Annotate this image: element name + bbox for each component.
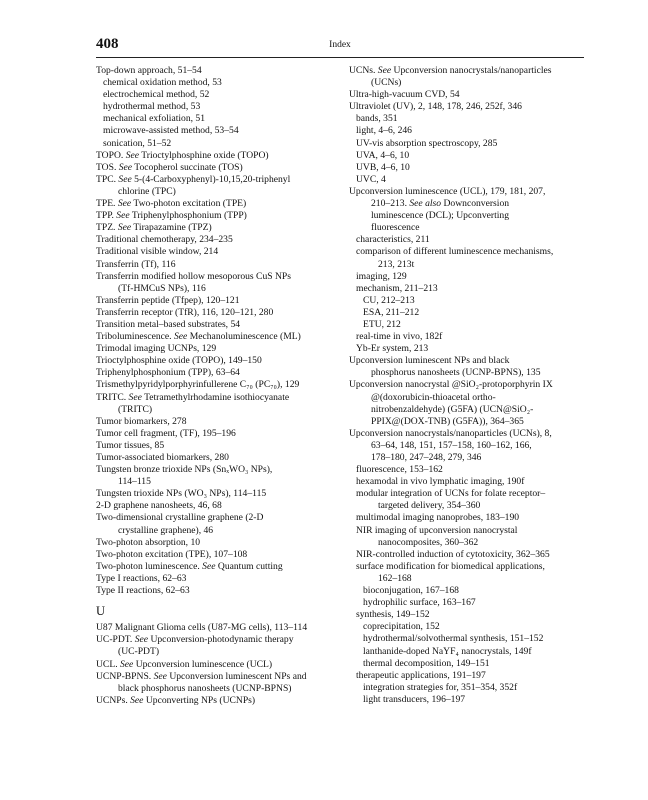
index-entry: TPC. See 5-(4-Carboxyphenyl)-10,15,20-triphenyl	[96, 173, 291, 185]
index-entry: bands, 351	[356, 113, 398, 125]
index-entry-continuation: (Tf-HMCuS NPs), 116	[118, 282, 206, 294]
index-entry: Top-down approach, 51–54	[96, 65, 202, 76]
index-entry: TRITC. See Tetramethylrhodamine isothiocyanate	[96, 391, 290, 403]
index-entry-continuation: targeted delivery, 354–360	[378, 500, 481, 512]
index-entry-continuation: (UC-PDT)	[118, 646, 160, 658]
index-entry: characteristics, 211	[356, 234, 430, 246]
index-entry-continuation: crystalline graphene), 46	[118, 524, 214, 536]
left-column	[96, 65, 332, 707]
index-entry: surface modification for biomedical applications,	[356, 560, 545, 572]
index-entry: Transition metal–based substrates, 54	[96, 318, 241, 330]
index-entry-continuation: 210–213. See also Downconversion	[371, 198, 510, 210]
index-entry: therapeutic applications, 191–197	[356, 669, 486, 681]
index-entry: hexamodal in vivo lymphatic imaging, 190f	[356, 476, 525, 488]
index-entry: UV-vis absorption spectroscopy, 285	[356, 137, 498, 149]
index-entry: synthesis, 149–152	[356, 609, 430, 621]
header-rule	[96, 57, 584, 58]
index-entry: hydrothermal method, 53	[103, 101, 201, 113]
index-entry: Upconversion nanocrystals/nanoparticles (UCNs), 8,	[349, 427, 552, 439]
index-entry: modular integration of UCNs for folate receptor–	[356, 488, 546, 500]
index-entry: UCNPs. See Upconverting NPs (UCNPs)	[96, 694, 256, 706]
index-entry: lanthanide-doped NaYF₄ nanocrystals, 149f	[363, 645, 532, 657]
index-entry: ETU, 212	[363, 318, 401, 330]
index-entry: imaging, 129	[356, 270, 407, 282]
index-entry-continuation: black phosphorus nanosheets (UCNP-BPNS)	[118, 682, 292, 694]
index-entry: Tungsten bronze trioxide NPs (SnₓWO₃ NPs),	[96, 464, 273, 476]
index-entry: TOS. See Tocopherol succinate (TOS)	[96, 161, 243, 173]
index-entry: chemical oxidation method, 53	[103, 77, 222, 89]
index-entry: Upconversion luminescent NPs and black	[349, 355, 510, 367]
index-entry: Tumor cell fragment, (TF), 195–196	[96, 427, 236, 439]
index-entry-continuation: nanocomposites, 360–362	[378, 536, 479, 548]
index-entry: UC-PDT. See Upconversion-photodynamic therapy	[96, 634, 294, 646]
index-entry: UCNP-BPNS. See Upconversion luminescent NPs and	[96, 670, 307, 682]
index-entry: light, 4–6, 246	[356, 125, 412, 137]
page-number: 408	[96, 36, 119, 52]
left-entries-t	[96, 65, 332, 597]
index-entry: sonication, 51–52	[103, 137, 172, 149]
index-entry: 2-D graphene nanosheets, 46, 68	[96, 500, 222, 512]
index-entry: mechanism, 211–213	[356, 282, 438, 294]
index-entry-continuation: 114–115	[118, 476, 151, 488]
index-entry: Two-photon luminescence. See Quantum cutting	[96, 560, 283, 572]
index-entry: Upconversion luminescence (UCL), 179, 181, 207,	[349, 185, 546, 197]
index-entry-continuation: 178–180, 247–248, 279, 346	[371, 452, 482, 463]
index-entry-continuation: (UCNs)	[371, 77, 402, 89]
index-entry-continuation: luminescence (DCL); Upconverting	[371, 210, 509, 222]
index-entry: Triboluminescence. See Mechanoluminescence (ML)	[96, 331, 301, 343]
index-entry-continuation: nitrobenzaldehyde) (G5FA) (UCN@SiO₂-	[371, 403, 534, 415]
index-entry: TPP. See Triphenylphosphonium (TPP)	[96, 210, 247, 222]
index-entry: Ultra-high-vacuum CVD, 54	[349, 89, 460, 101]
index-entry: Type II reactions, 62–63	[96, 585, 190, 597]
index-entry: light transducers, 196–197	[363, 693, 466, 705]
index-entry: Triphenylphosphonium (TPP), 63–64	[96, 367, 240, 379]
index-entry: Two-photon absorption, 10	[96, 536, 201, 548]
index-entry: electrochemical method, 52	[103, 89, 210, 101]
index-entry: real-time in vivo, 182f	[356, 331, 443, 343]
index-entry: fluorescence, 153–162	[356, 464, 443, 476]
index-entry: Tumor tissues, 85	[96, 439, 165, 451]
index-entry: TOPO. See Trioctylphosphine oxide (TOPO)	[96, 149, 269, 161]
index-entry-continuation: (TRITC)	[118, 403, 153, 415]
index-entry: UVB, 4–6, 10	[356, 161, 410, 173]
index-entry: Two-dimensional crystalline graphene (2-D	[96, 512, 264, 524]
index-entry: Two-photon excitation (TPE), 107–108	[96, 548, 248, 560]
index-entry: hydrothermal/solvothermal synthesis, 151–152	[363, 633, 544, 645]
index-entry: bioconjugation, 167–168	[363, 585, 459, 597]
index-entry: Transferrin modified hollow mesoporous CuS NPs	[96, 270, 291, 282]
index-entry: Trioctylphosphine oxide (TOPO), 149–150	[96, 355, 262, 367]
index-entry-continuation: PPIX@(DOX-TNB) (G5FA)), 364–365	[371, 415, 524, 427]
index-entry-continuation: @(doxorubicin-thioacetal ortho-	[371, 391, 496, 403]
index-entry: multimodal imaging nanoprobes, 183–190	[356, 512, 520, 524]
index-entry-continuation: 63–64, 148, 151, 157–158, 160–162, 166,	[371, 439, 532, 451]
index-entry: UCNs. See Upconversion nanocrystals/nanoparticles	[349, 65, 552, 76]
index-entry: ESA, 211–212	[363, 306, 420, 318]
index-entry: Trimodal imaging UCNPs, 129	[96, 343, 217, 355]
index-entry: NIR-controlled induction of cytotoxicity, 362–365	[356, 548, 550, 560]
index-entry: Trismethylpyridylporphyrinfullerene C₇₀ (PC₇₀), 129	[96, 379, 300, 391]
index-entry-continuation: 213, 213t	[378, 258, 415, 270]
index-entry: Traditional chemotherapy, 234–235	[96, 234, 233, 246]
index-entry-continuation: fluorescence	[371, 222, 420, 234]
index-entry: Tungsten trioxide NPs (WO₃ NPs), 114–115	[96, 488, 267, 500]
index-entry: Transferrin receptor (TfR), 116, 120–121, 280	[96, 306, 274, 318]
index-entry: comparison of different luminescence mechanisms,	[356, 246, 554, 258]
index-entry: Transferrin (Tf), 116	[96, 258, 176, 270]
index-entry: integration strategies for, 351–354, 352f	[363, 681, 518, 693]
right-column	[349, 65, 585, 706]
index-entry: TPZ. See Tirapazamine (TPZ)	[96, 222, 212, 234]
page-header	[96, 36, 584, 56]
index-entry: mechanical exfoliation, 51	[103, 113, 206, 125]
index-entry: U87 Malignant Glioma cells (U87-MG cells), 113–114	[96, 622, 308, 634]
index-entry: coprecipitation, 152	[363, 621, 440, 633]
index-entry-continuation: chlorine (TPC)	[118, 185, 176, 197]
left-entries-u	[96, 622, 332, 707]
index-entry: Tumor biomarkers, 278	[96, 415, 187, 427]
index-entry: thermal decomposition, 149–151	[363, 657, 490, 669]
index-entry: Transferrin peptide (Tfpep), 120–121	[96, 294, 240, 306]
index-entry: Yb-Er system, 213	[356, 343, 429, 355]
index-entry: TPE. See Two-photon excitation (TPE)	[96, 198, 247, 210]
right-entries	[349, 65, 585, 706]
index-entry: UVC, 4	[356, 173, 386, 185]
index-entry: hydrophilic surface, 163–167	[363, 597, 476, 609]
index-entry: Traditional visible window, 214	[96, 246, 219, 258]
running-head: Index	[329, 40, 351, 50]
index-entry: microwave-assisted method, 53–54	[103, 125, 239, 137]
index-entry: UCL. See Upconversion luminescence (UCL)	[96, 658, 273, 670]
index-entry-continuation: phosphorus nanosheets (UCNP-BPNS), 135	[371, 367, 541, 379]
index-entry: UVA, 4–6, 10	[356, 149, 410, 161]
index-entry: Tumor-associated biomarkers, 280	[96, 452, 229, 463]
index-entry-continuation: 162–168	[378, 572, 412, 584]
index-entry: Ultraviolet (UV), 2, 148, 178, 246, 252f, 346	[349, 101, 522, 113]
index-entry: Upconversion nanocrystal @SiO₂-protoporphyrin IX	[349, 379, 553, 391]
index-entry: Type I reactions, 62–63	[96, 572, 187, 584]
index-entry: CU, 212–213	[363, 294, 415, 306]
index-entry: NIR imaging of upconversion nanocrystal	[356, 524, 518, 536]
section-letter-u: U	[96, 604, 106, 619]
